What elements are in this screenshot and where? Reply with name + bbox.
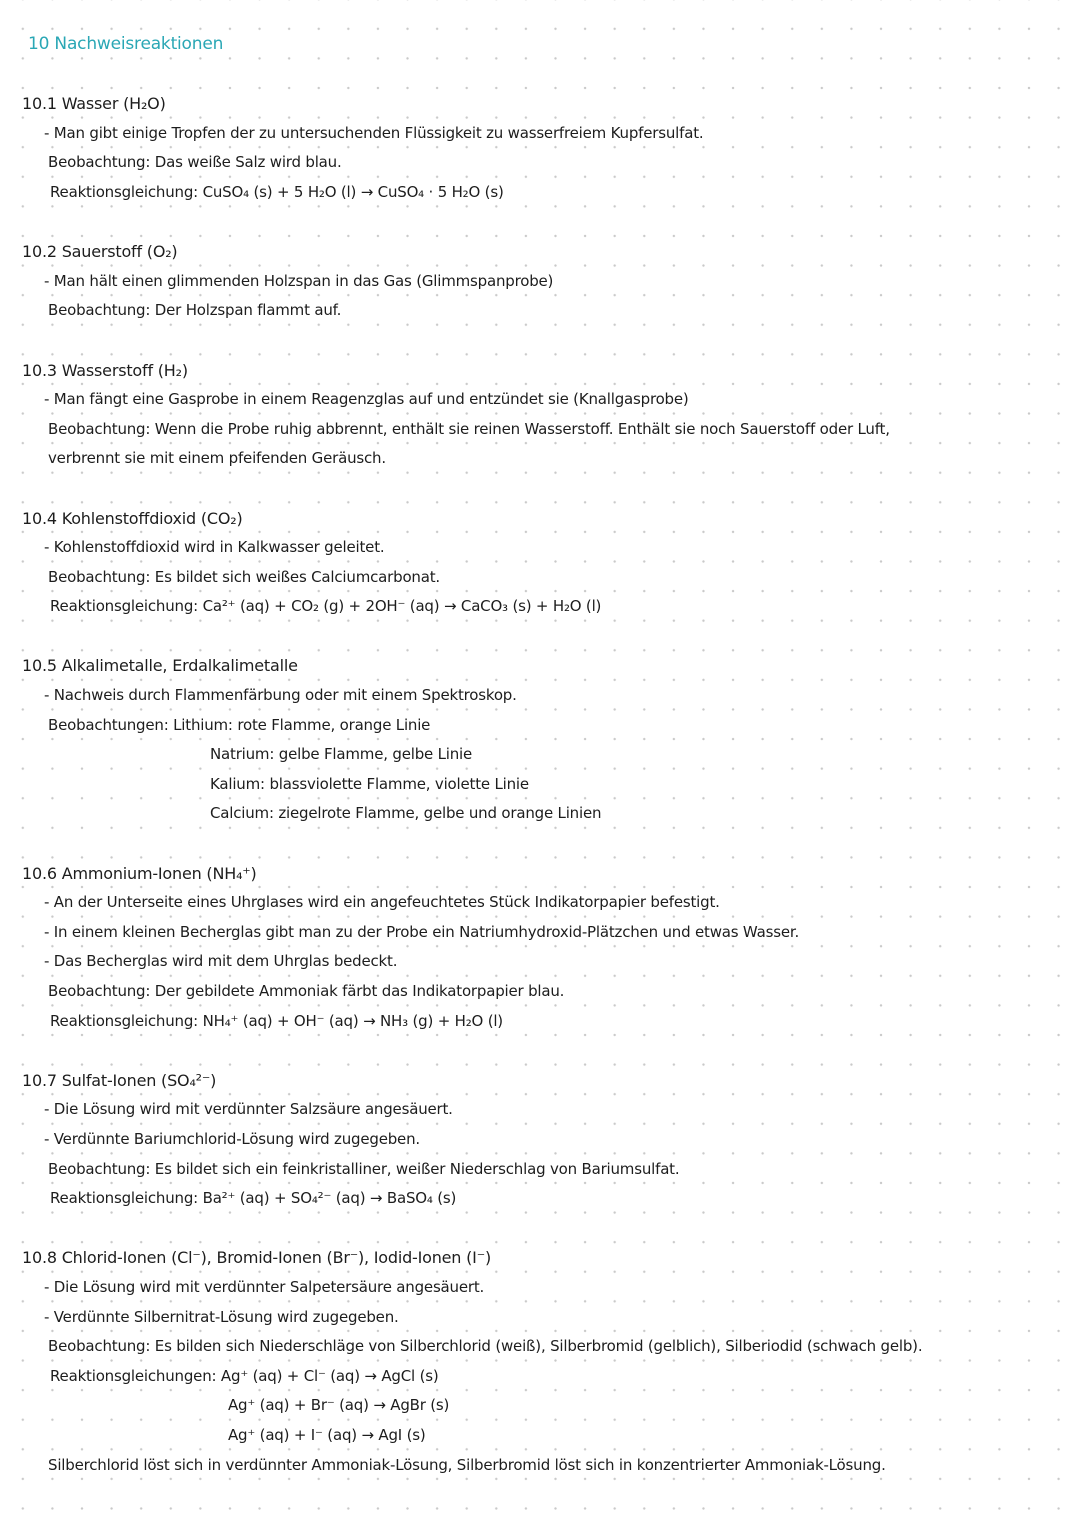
procedure-step: - Nachweis durch Flammenfärbung oder mit einem Spektroskop. <box>44 686 517 705</box>
page-title: 10 Nachweisreaktionen <box>28 34 224 54</box>
reaction-equation: Ag⁺ (aq) + I⁻ (aq) → AgI (s) <box>228 1425 426 1444</box>
section <box>0 237 1080 355</box>
notes-page <box>0 30 1080 1510</box>
procedure-step: - Verdünnte Bariumchlorid-Lösung wird zugegeben. <box>44 1129 420 1148</box>
spacer <box>0 208 1080 238</box>
spacer <box>0 1214 1080 1244</box>
procedure-step: - Das Becherglas wird mit dem Uhrglas bedeckt. <box>44 952 398 971</box>
observation-line: Beobachtung: Es bildet sich ein feinkristalliner, weißer Niederschlag von Bariumsulfat. <box>48 1159 680 1178</box>
section-heading: 10.8 Chlorid-Ionen (Cl⁻), Bromid-Ionen (Br⁻), Iodid-Ionen (I⁻) <box>22 1248 491 1268</box>
procedure-step: - Verdünnte Silbernitrat-Lösung wird zugegeben. <box>44 1307 399 1326</box>
procedure-step: - Die Lösung wird mit verdünnter Salzsäure angesäuert. <box>44 1100 453 1119</box>
spacer <box>0 622 1080 652</box>
reaction-equation: Reaktionsgleichung: CuSO₄ (s) + 5 H₂O (l) → CuSO₄ · 5 H₂O (s) <box>50 182 504 201</box>
section <box>0 1066 1080 1244</box>
procedure-step: - Kohlenstoffdioxid wird in Kalkwasser geleitet. <box>44 538 385 557</box>
spacer <box>0 60 1080 90</box>
procedure-step: - Die Lösung wird mit verdünnter Salpetersäure angesäuert. <box>44 1277 485 1296</box>
spacer <box>0 1480 1080 1510</box>
spacer <box>0 474 1080 504</box>
observation-line: Beobachtungen: Lithium: rote Flamme, orange Linie <box>48 715 431 734</box>
observation-line: Beobachtung: Wenn die Probe ruhig abbrennt, enthält sie reinen Wasserstoff. Enthält sie noch Sauerstoff oder Luft, <box>48 419 890 438</box>
procedure-step: - An der Unterseite eines Uhrglases wird ein angefeuchtetes Stück Indikatorpapier befestigt. <box>44 893 720 912</box>
observation-line: verbrennt sie mit einem pfeifenden Geräusch. <box>48 449 386 468</box>
section <box>0 356 1080 504</box>
observation-line: Beobachtung: Es bildet sich weißes Calciumcarbonat. <box>48 567 440 586</box>
section-heading: 10.2 Sauerstoff (O₂) <box>22 242 178 262</box>
section-heading: 10.1 Wasser (H₂O) <box>22 94 166 114</box>
section-heading: 10.6 Ammonium-Ionen (NH₄⁺) <box>22 863 257 883</box>
observation-item: Kalium: blassviolette Flamme, violette Linie <box>210 774 529 793</box>
spacer <box>0 326 1080 356</box>
observation-line: Beobachtung: Der Holzspan flammt auf. <box>48 301 342 320</box>
spacer <box>0 1036 1080 1066</box>
procedure-step: - Man hält einen glimmenden Holzspan in das Gas (Glimmspanprobe) <box>44 271 554 290</box>
reaction-equation: Reaktionsgleichung: NH₄⁺ (aq) + OH⁻ (aq) → NH₃ (g) + H₂O (l) <box>50 1011 503 1030</box>
procedure-step: - Man gibt einige Tropfen der zu untersuchenden Flüssigkeit zu wasserfreiem Kupfersulfat. <box>44 123 704 142</box>
reaction-equation: Reaktionsgleichung: Ba²⁺ (aq) + SO₄²⁻ (aq) → BaSO₄ (s) <box>50 1189 457 1208</box>
reaction-equation: Ag⁺ (aq) + Br⁻ (aq) → AgBr (s) <box>228 1396 450 1415</box>
section-heading: 10.3 Wasserstoff (H₂) <box>22 360 188 380</box>
section <box>0 1243 1080 1509</box>
section <box>0 651 1080 858</box>
observation-item: Calcium: ziegelrote Flamme, gelbe und orange Linien <box>210 804 602 823</box>
section <box>0 504 1080 652</box>
reaction-equation: Reaktionsgleichungen: Ag⁺ (aq) + Cl⁻ (aq) → AgCl (s) <box>50 1366 439 1385</box>
procedure-step: - In einem kleinen Becherglas gibt man zu der Probe ein Natriumhydroxid-Plätzchen und etwas Wasser. <box>44 922 800 941</box>
section-heading: 10.4 Kohlenstoffdioxid (CO₂) <box>22 508 243 528</box>
section <box>0 859 1080 1066</box>
section-heading: 10.7 Sulfat-Ionen (SO₄²⁻) <box>22 1070 217 1090</box>
observation-item: Natrium: gelbe Flamme, gelbe Linie <box>210 745 473 764</box>
section <box>0 89 1080 237</box>
procedure-step: - Man fängt eine Gasprobe in einem Reagenzglas auf und entzündet sie (Knallgasprobe) <box>44 390 689 409</box>
observation-line: Silberchlorid löst sich in verdünnter Ammoniak-Lösung, Silberbromid löst sich in konzentrierter Ammoniak-Lösung. <box>48 1455 886 1474</box>
observation-line: Beobachtung: Das weiße Salz wird blau. <box>48 153 342 172</box>
section-heading: 10.5 Alkalimetalle, Erdalkalimetalle <box>22 656 298 676</box>
spacer <box>0 829 1080 859</box>
reaction-equation: Reaktionsgleichung: Ca²⁺ (aq) + CO₂ (g) + 2OH⁻ (aq) → CaCO₃ (s) + H₂O (l) <box>50 597 602 616</box>
observation-line: Beobachtung: Der gebildete Ammoniak färbt das Indikatorpapier blau. <box>48 982 565 1000</box>
sections <box>0 89 1080 1510</box>
observation-line: Beobachtung: Es bilden sich Niederschläge von Silberchlorid (weiß), Silberbromid (gelblich), Silberiodid (schwach gelb). <box>48 1337 923 1356</box>
